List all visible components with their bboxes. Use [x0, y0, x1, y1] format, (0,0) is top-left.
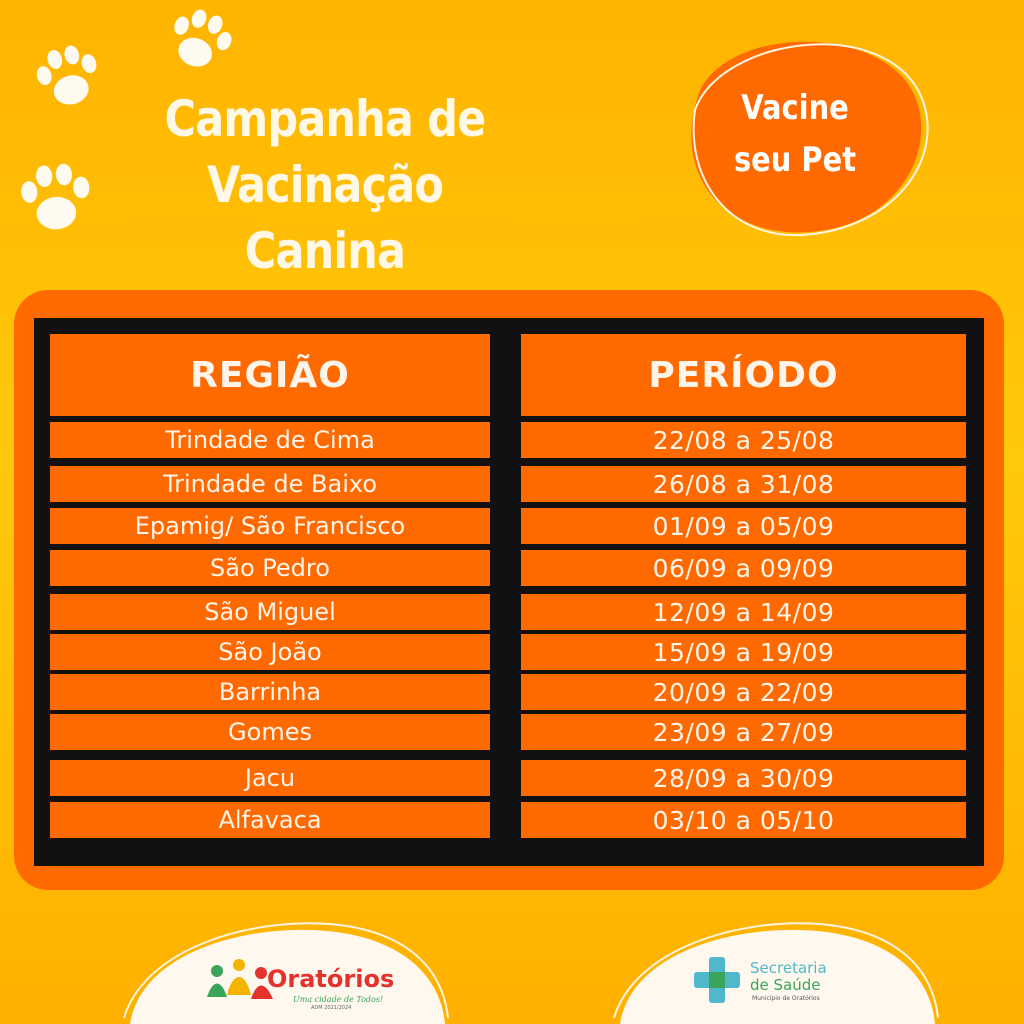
- paw-print-icon: [25, 36, 110, 116]
- health-line-3: Município de Oratórios: [752, 995, 820, 1002]
- period-cell: 12/09 a 14/09: [521, 594, 966, 630]
- city-tagline: Uma cidade de Todos!: [293, 995, 384, 1004]
- period-cell: 22/08 a 25/08: [521, 422, 966, 458]
- people-icon: [205, 957, 275, 1007]
- paw-print-icon: [10, 152, 100, 242]
- region-cell: Barrinha: [50, 674, 490, 710]
- period-cell: 03/10 a 05/10: [521, 802, 966, 838]
- page-title: [149, 86, 502, 284]
- schedule-table: [34, 318, 984, 866]
- region-cell: Trindade de Baixo: [50, 466, 490, 502]
- period-cell: 20/09 a 22/09: [521, 674, 966, 710]
- region-header: REGIÃO: [50, 334, 490, 416]
- badge-line-2: seu Pet: [733, 140, 857, 180]
- period-cell: 06/09 a 09/09: [521, 550, 966, 586]
- paw-print-icon: [155, 0, 245, 78]
- title-line-2: Vacinação Canina: [206, 156, 444, 280]
- region-cell: Alfavaca: [50, 802, 490, 838]
- region-cell: São Miguel: [50, 594, 490, 630]
- badge-line-1: Vacine: [741, 88, 849, 128]
- region-cell: Trindade de Cima: [50, 422, 490, 458]
- vaccine-badge: [660, 20, 930, 240]
- health-line-1: Secretaria: [750, 959, 827, 977]
- title-line-1: Campanha de: [164, 90, 486, 148]
- city-logo: [205, 955, 405, 1015]
- health-secretary-logo: [692, 955, 872, 1010]
- period-cell: 28/09 a 30/09: [521, 760, 966, 796]
- region-cell: Gomes: [50, 714, 490, 750]
- city-name: Oratórios: [267, 965, 395, 993]
- period-header: PERÍODO: [521, 334, 966, 416]
- period-cell: 26/08 a 31/08: [521, 466, 966, 502]
- period-cell: 01/09 a 05/09: [521, 508, 966, 544]
- city-years: ADM 2021/2024: [311, 1005, 352, 1011]
- region-cell: São Pedro: [50, 550, 490, 586]
- health-line-2: de Saúde: [750, 976, 821, 994]
- medical-cross-icon: [692, 955, 742, 1005]
- region-cell: Jacu: [50, 760, 490, 796]
- period-cell: 23/09 a 27/09: [521, 714, 966, 750]
- region-cell: Epamig/ São Francisco: [50, 508, 490, 544]
- period-cell: 15/09 a 19/09: [521, 634, 966, 670]
- region-cell: São João: [50, 634, 490, 670]
